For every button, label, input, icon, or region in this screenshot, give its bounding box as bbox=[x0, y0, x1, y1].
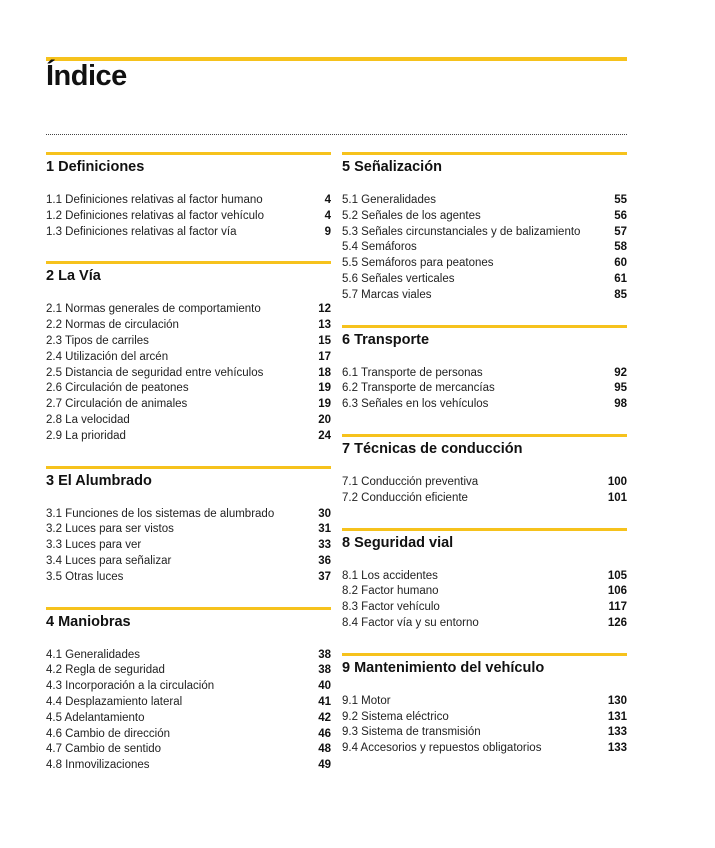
toc-entry-list bbox=[46, 648, 331, 774]
toc-entry-list bbox=[342, 366, 627, 413]
toc-entry-page-number: 31 bbox=[318, 523, 331, 536]
toc-entry-page-number: 61 bbox=[614, 272, 627, 285]
toc-entry-page-number: 100 bbox=[607, 475, 627, 488]
toc-entry[interactable] bbox=[342, 491, 627, 507]
toc-entry-page-number: 58 bbox=[614, 241, 627, 254]
toc-entry-label: 4.5 Adelantamiento bbox=[46, 711, 145, 724]
toc-entry-page-number: 106 bbox=[607, 585, 627, 598]
toc-entry-page-number: 133 bbox=[607, 726, 627, 739]
section-title: 9 Mantenimiento del vehículo bbox=[342, 659, 545, 676]
toc-entry[interactable] bbox=[46, 302, 331, 318]
toc-entry-label: 9.3 Sistema de transmisión bbox=[342, 726, 481, 739]
section-title: 5 Señalización bbox=[342, 159, 442, 175]
toc-entry-label: 5.4 Semáforos bbox=[342, 241, 417, 254]
toc-entry[interactable] bbox=[46, 413, 331, 429]
toc-entry[interactable] bbox=[46, 711, 331, 727]
section-title: 1 Definiciones bbox=[46, 159, 145, 175]
toc-entry-page-number: 98 bbox=[614, 398, 627, 411]
toc-column-left bbox=[46, 152, 331, 774]
toc-entry-page-number: 18 bbox=[318, 366, 331, 379]
section-accent-bar bbox=[342, 528, 627, 531]
section-accent-bar bbox=[46, 466, 331, 469]
toc-entry[interactable] bbox=[46, 758, 331, 774]
toc-entry[interactable] bbox=[342, 366, 627, 382]
toc-entry[interactable] bbox=[342, 225, 627, 241]
toc-section-s4 bbox=[46, 607, 331, 774]
toc-entry-page-number: 92 bbox=[614, 366, 627, 379]
toc-entry[interactable] bbox=[46, 679, 331, 695]
toc-entry-page-number: 95 bbox=[614, 382, 627, 395]
toc-entry[interactable] bbox=[46, 397, 331, 413]
toc-entry[interactable] bbox=[342, 569, 627, 585]
toc-entry[interactable] bbox=[342, 694, 627, 710]
toc-entry-page-number: 57 bbox=[614, 225, 627, 238]
toc-entry-label: 5.3 Señales circunstanciales y de balizamiento bbox=[342, 225, 581, 238]
toc-entry-page-number: 55 bbox=[614, 194, 627, 206]
page-title: Índice bbox=[46, 60, 127, 92]
toc-entry-label: 5.7 Marcas viales bbox=[342, 288, 432, 301]
toc-entry[interactable] bbox=[46, 350, 331, 366]
section-gap bbox=[342, 413, 627, 434]
toc-entry-label: 2.2 Normas de circulación bbox=[46, 319, 179, 332]
toc-section-s9 bbox=[342, 653, 627, 757]
toc-entry-page-number: 49 bbox=[318, 759, 331, 772]
toc-entry-page-number: 41 bbox=[318, 695, 331, 708]
section-title: 4 Maniobras bbox=[46, 613, 131, 630]
toc-entry-label: 4.4 Desplazamiento lateral bbox=[46, 695, 183, 708]
toc-entry-label: 1.3 Definiciones relativas al factor vía bbox=[46, 225, 237, 238]
toc-entry-label: 2.4 Utilización del arcén bbox=[46, 350, 169, 363]
section-accent-bar bbox=[342, 653, 627, 656]
toc-entry-label: 8.3 Factor vehículo bbox=[342, 601, 440, 614]
toc-entry-page-number: 24 bbox=[318, 429, 331, 442]
toc-entry-page-number: 56 bbox=[614, 209, 627, 222]
toc-entry-list bbox=[342, 694, 627, 757]
toc-entry[interactable] bbox=[342, 616, 627, 632]
toc-entry-page-number: 12 bbox=[318, 303, 331, 316]
section-accent-bar bbox=[46, 261, 331, 264]
toc-entry-label: 7.1 Conducción preventiva bbox=[342, 475, 479, 488]
toc-entry-label: 2.1 Normas generales de comportamiento bbox=[46, 303, 261, 316]
toc-entry[interactable] bbox=[46, 538, 331, 554]
toc-entry-page-number: 131 bbox=[607, 710, 627, 723]
toc-entry-label: 8.2 Factor humano bbox=[342, 585, 439, 598]
toc-section-s7 bbox=[342, 434, 627, 507]
toc-entry[interactable] bbox=[46, 648, 331, 664]
toc-section-s2 bbox=[46, 261, 331, 444]
section-gap bbox=[46, 240, 331, 261]
section-accent-bar bbox=[342, 152, 627, 155]
toc-entry-label: 3.2 Luces para ser vistos bbox=[46, 523, 174, 536]
toc-entry-page-number: 126 bbox=[607, 616, 627, 629]
section-title: 3 El Alumbrado bbox=[46, 472, 152, 489]
toc-entry[interactable] bbox=[46, 225, 331, 241]
toc-entry-label: 4.6 Cambio de dirección bbox=[46, 727, 171, 740]
section-accent-bar bbox=[342, 325, 627, 328]
dotted-divider bbox=[46, 134, 627, 135]
toc-entry-label: 6.3 Señales en los vehículos bbox=[342, 398, 489, 411]
toc-entry-label: 8.4 Factor vía y su entorno bbox=[342, 616, 479, 629]
toc-entry[interactable] bbox=[342, 209, 627, 225]
toc-entry-page-number: 42 bbox=[318, 711, 331, 724]
toc-entry[interactable] bbox=[342, 475, 627, 491]
toc-entry-page-number: 4 bbox=[324, 209, 331, 222]
toc-entry-label: 3.1 Funciones de los sistemas de alumbrado bbox=[46, 507, 275, 520]
toc-entry-label: 9.2 Sistema eléctrico bbox=[342, 710, 449, 723]
toc-entry-page-number: 101 bbox=[607, 491, 627, 504]
toc-entry[interactable] bbox=[46, 381, 331, 397]
toc-entry-label: 5.6 Señales verticales bbox=[342, 272, 455, 285]
toc-entry[interactable] bbox=[342, 741, 627, 757]
toc-section-s5 bbox=[342, 152, 627, 304]
toc-entry[interactable] bbox=[46, 695, 331, 711]
toc-entry-label: 4.7 Cambio de sentido bbox=[46, 743, 162, 756]
toc-entry-label: 2.3 Tipos de carriles bbox=[46, 334, 149, 347]
toc-entry[interactable] bbox=[46, 554, 331, 570]
toc-column-right bbox=[342, 152, 627, 757]
toc-entry-list bbox=[46, 507, 331, 586]
toc-entry-label: 1.1 Definiciones relativas al factor humano bbox=[46, 194, 263, 206]
toc-section-s3 bbox=[46, 466, 331, 586]
toc-entry-label: 5.5 Semáforos para peatones bbox=[342, 257, 494, 270]
toc-entry-label: 5.2 Señales de los agentes bbox=[342, 209, 481, 222]
toc-entry-page-number: 36 bbox=[318, 554, 331, 567]
toc-entry[interactable] bbox=[342, 397, 627, 413]
toc-entry[interactable] bbox=[46, 318, 331, 334]
section-accent-bar bbox=[46, 607, 331, 610]
toc-entry-label: 1.2 Definiciones relativas al factor vehículo bbox=[46, 209, 264, 222]
toc-entry[interactable] bbox=[46, 522, 331, 538]
toc-entry-page-number: 37 bbox=[318, 570, 331, 583]
section-gap bbox=[46, 586, 331, 607]
toc-entry-page-number: 60 bbox=[614, 257, 627, 270]
toc-entry-page-number: 19 bbox=[318, 398, 331, 411]
toc-entry[interactable] bbox=[46, 742, 331, 758]
toc-entry-label: 8.1 Los accidentes bbox=[342, 569, 438, 582]
toc-entry-page-number: 30 bbox=[318, 507, 331, 520]
toc-entry-page-number: 117 bbox=[608, 601, 627, 614]
toc-section-s8 bbox=[342, 528, 627, 632]
toc-entry-page-number: 19 bbox=[318, 382, 331, 395]
toc-entry-label: 5.1 Generalidades bbox=[342, 194, 436, 206]
toc-entry[interactable] bbox=[46, 727, 331, 743]
toc-entry-page-number: 105 bbox=[607, 569, 627, 582]
toc-entry-page-number: 17 bbox=[318, 350, 331, 363]
toc-entry[interactable] bbox=[342, 240, 627, 256]
toc-entry-label: 9.4 Accesorios y repuestos obligatorios bbox=[342, 742, 542, 755]
toc-entry-page-number: 15 bbox=[318, 334, 331, 347]
section-gap bbox=[342, 632, 627, 653]
toc-entry-page-number: 4 bbox=[324, 194, 331, 206]
toc-entry-label: 9.1 Motor bbox=[342, 694, 391, 707]
toc-section-s6 bbox=[342, 325, 627, 413]
toc-entry-list bbox=[46, 302, 331, 444]
section-accent-bar bbox=[342, 434, 627, 437]
toc-entry-page-number: 38 bbox=[318, 664, 331, 677]
toc-entry[interactable] bbox=[46, 663, 331, 679]
toc-entry-page-number: 13 bbox=[318, 319, 331, 332]
section-title: 6 Transporte bbox=[342, 331, 430, 348]
section-title: 7 Técnicas de conducción bbox=[342, 440, 523, 457]
toc-entry[interactable] bbox=[46, 570, 331, 586]
toc-entry-label: 4.1 Generalidades bbox=[46, 648, 140, 661]
toc-entry[interactable] bbox=[46, 507, 331, 523]
toc-entry-label: 2.7 Circulación de animales bbox=[46, 398, 188, 411]
section-title: 8 Seguridad vial bbox=[342, 534, 454, 551]
toc-entry-label: 6.1 Transporte de personas bbox=[342, 366, 483, 379]
toc-entry[interactable] bbox=[46, 429, 331, 445]
toc-entry-label: 4.2 Regla de seguridad bbox=[46, 664, 165, 677]
toc-entry[interactable] bbox=[46, 209, 331, 225]
toc-entry-page-number: 33 bbox=[318, 539, 331, 552]
toc-entry[interactable] bbox=[342, 584, 627, 600]
toc-entry-label: 3.5 Otras luces bbox=[46, 570, 124, 583]
toc-entry-page-number: 85 bbox=[614, 288, 627, 301]
toc-entry[interactable] bbox=[46, 334, 331, 350]
toc-entry[interactable] bbox=[342, 272, 627, 288]
toc-section-s1 bbox=[46, 152, 331, 240]
toc-entry-label: 2.9 La prioridad bbox=[46, 429, 126, 442]
toc-entry[interactable] bbox=[342, 256, 627, 272]
toc-entry[interactable] bbox=[342, 193, 627, 209]
toc-entry-label: 3.4 Luces para señalizar bbox=[46, 554, 172, 567]
toc-entry-page-number: 46 bbox=[318, 727, 331, 740]
section-accent-bar bbox=[46, 152, 331, 155]
toc-entry-label: 2.5 Distancia de seguridad entre vehículos bbox=[46, 366, 264, 379]
toc-entry-page-number: 20 bbox=[318, 413, 331, 426]
toc-entry[interactable] bbox=[342, 288, 627, 304]
toc-entry-label: 2.6 Circulación de peatones bbox=[46, 382, 189, 395]
toc-entry-page-number: 38 bbox=[318, 648, 331, 661]
title-accent-bar bbox=[46, 57, 627, 61]
toc-entry-list bbox=[342, 569, 627, 632]
toc-entry[interactable] bbox=[46, 366, 331, 382]
toc-entry[interactable] bbox=[342, 381, 627, 397]
toc-entry-page-number: 130 bbox=[607, 694, 627, 707]
toc-entry-label: 2.8 La velocidad bbox=[46, 413, 130, 426]
toc-entry-list bbox=[342, 475, 627, 507]
toc-entry-list bbox=[342, 193, 627, 304]
toc-entry[interactable] bbox=[342, 725, 627, 741]
toc-entry-label: 3.3 Luces para ver bbox=[46, 539, 142, 552]
section-gap bbox=[342, 304, 627, 325]
section-gap bbox=[342, 507, 627, 528]
toc-entry[interactable] bbox=[342, 710, 627, 726]
toc-entry-list bbox=[46, 193, 331, 240]
section-gap bbox=[46, 445, 331, 466]
toc-entry[interactable] bbox=[342, 600, 627, 616]
section-title: 2 La Vía bbox=[46, 268, 101, 285]
toc-entry-label: 4.8 Inmovilizaciones bbox=[46, 759, 150, 772]
toc-entry-page-number: 9 bbox=[324, 225, 331, 238]
toc-entry-label: 6.2 Transporte de mercancías bbox=[342, 382, 495, 395]
toc-entry-page-number: 40 bbox=[318, 680, 331, 693]
toc-entry-label: 7.2 Conducción eficiente bbox=[342, 491, 468, 504]
toc-entry[interactable] bbox=[46, 193, 331, 209]
toc-entry-label: 4.3 Incorporación a la circulación bbox=[46, 680, 215, 693]
toc-entry-page-number: 48 bbox=[318, 743, 331, 756]
toc-entry-page-number: 133 bbox=[607, 742, 627, 755]
